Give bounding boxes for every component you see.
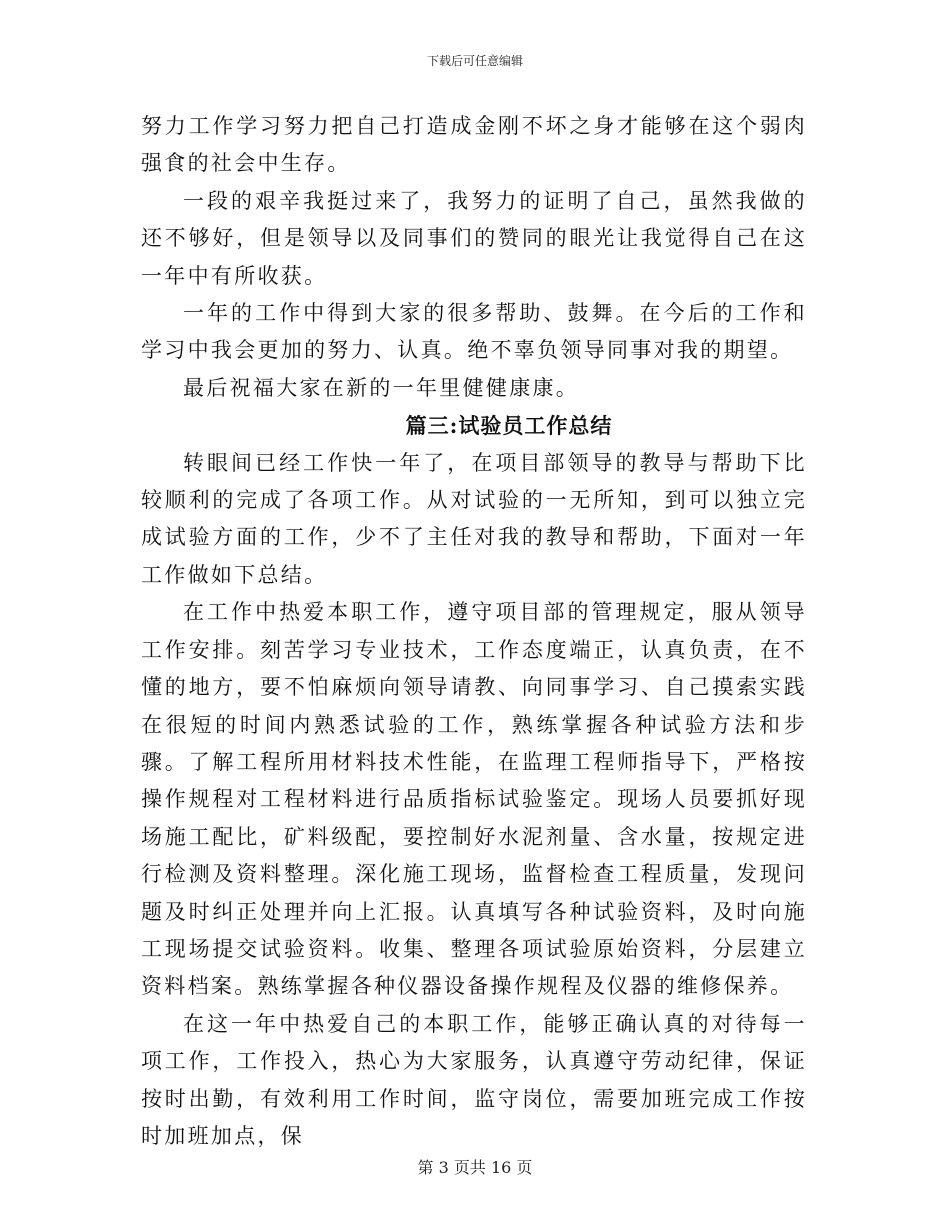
paragraph: 在工作中热爱本职工作，遵守项目部的管理规定，服从领导工作安排。刻苦学习专业技术，工作态度端正，认真负责，在不懂的地方，要不怕麻烦向领导请教、向同事学习、自己摸索实践在很短的时间内熟悉试验的工作，熟练掌握各种试验方法和步骤。了解工程所用材料技术性能，在监理工程师指导下，严格按操作规程对工程材料进行品质指标试验鉴定。现场人员要抓好现场施工配比，矿料级配，要控制好水泥剂量、含水量，按规定进行检测及资料整理。深化施工现场，监督检查工程质量，发现问题及时纠正处理并向上汇报。认真填写各种试验资料，及时向施工现场提交试验资料。收集、整理各项试验原始资料，分层建立资料档案。熟练掌握各种仪器设备操作规程及仪器的维修保养。 — [141, 600, 807, 999]
page-footer: 第 3 页共 16 页 — [417, 1158, 533, 1177]
paragraph: 在这一年中热爱自己的本职工作，能够正确认真的对待每一项工作，工作投入，热心为大家服务，认真遵守劳动纪律，保证按时出勤，有效利用工作时间，监守岗位，需要加班完成工作按时加班加点，保 — [141, 1011, 807, 1148]
paragraph: 一年的工作中得到大家的很多帮助、鼓舞。在今后的工作和学习中我会更加的努力、认真。绝不辜负领导同事对我的期望。 — [141, 301, 807, 363]
paragraph: 一段的艰辛我挺过来了，我努力的证明了自己，虽然我做的还不够好，但是领导以及同事们的赞同的眼光让我觉得自己在这一年中有所收获。 — [141, 188, 807, 288]
paragraph: 转眼间已经工作快一年了，在项目部领导的教导与帮助下比较顺利的完成了各项工作。从对试验的一无所知，到可以独立完成试验方面的工作，少不了主任对我的教导和帮助，下面对一年工作做如下总结。 — [141, 450, 807, 587]
page-header: 下载后可任意编辑 — [426, 54, 523, 68]
document-body — [141, 108, 807, 1155]
paragraph-continuation: 努力工作学习努力把自己打造成金刚不坏之身才能够在这个弱肉强食的社会中生存。 — [141, 114, 807, 176]
section-heading: 篇三:试验员工作总结 — [405, 413, 613, 439]
paragraph: 最后祝福大家在新的一年里健健康康。 — [183, 375, 580, 400]
